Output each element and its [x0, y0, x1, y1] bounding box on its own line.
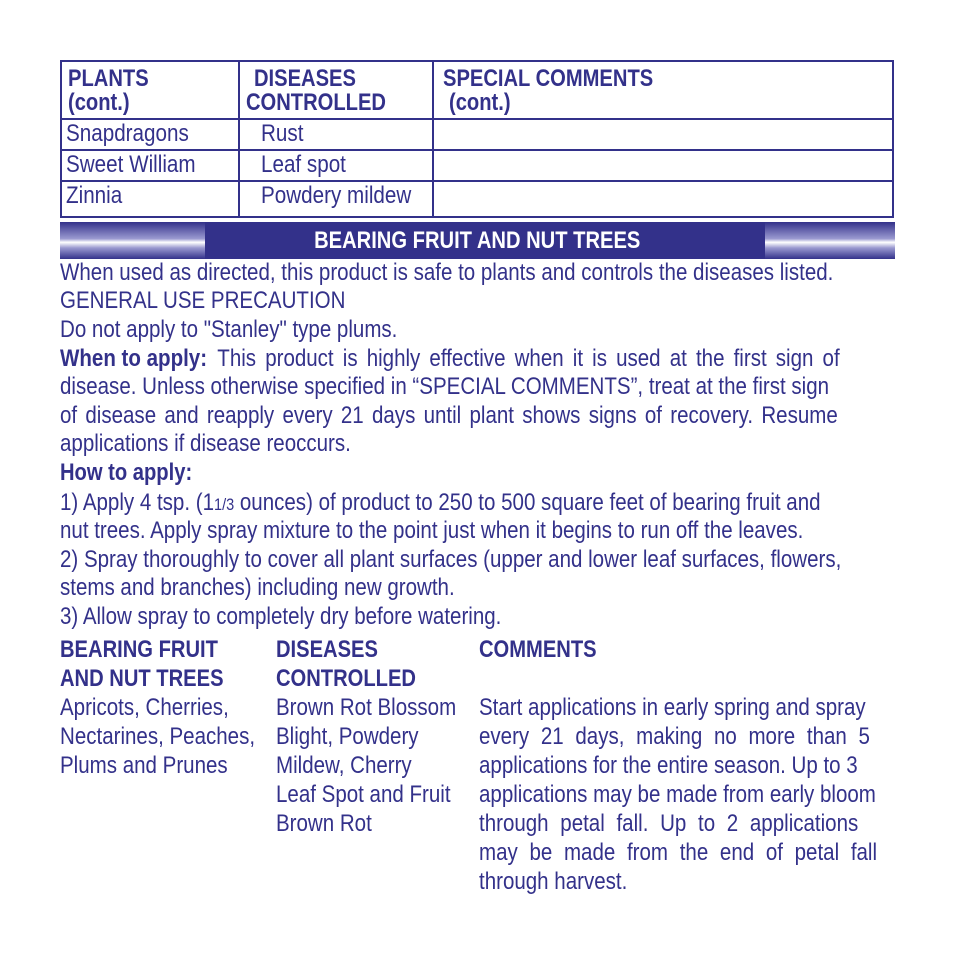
column-header: AND NUT TREES [60, 665, 224, 692]
comment-line: through petal fall. Up to 2 applications [479, 810, 859, 837]
step-1 [60, 489, 950, 519]
plant-name: Sweet William [66, 151, 196, 178]
step-1-line-2 [60, 517, 929, 545]
step-text: ounces) of product to 250 to 500 square feet of bearing fruit and [234, 489, 821, 516]
comment-line: through harvest. [479, 868, 628, 895]
header-line: (cont.) [449, 89, 511, 116]
disease-line: Blight, Powdery [276, 723, 419, 750]
step-text: 3) Allow spray to completely dry before watering. [60, 603, 502, 630]
comment-line: every 21 days, making no more than 5 [479, 723, 870, 750]
precaution-title [60, 287, 394, 315]
section-banner [60, 222, 895, 259]
header-line: (cont.) [68, 89, 130, 116]
when-line-4 [60, 430, 400, 458]
banner-title [60, 228, 895, 254]
column-header: BEARING FRUIT [60, 636, 218, 663]
plant-name: Snapdragons [66, 120, 189, 147]
header-plants [68, 67, 164, 115]
step-2-line-2 [60, 574, 522, 602]
precaution-title-line: GENERAL USE PRECAUTION [60, 287, 346, 314]
precaution-line: Do not apply to "Stanley" type plums. [60, 316, 398, 343]
step-text: 2) Spray thoroughly to cover all plant surfaces (upper and lower leaf surfaces, flowers, [60, 546, 842, 573]
step-text: nut trees. Apply spray mixture to the point just when it begins to run off the leaves. [60, 517, 804, 544]
tree-line: Nectarines, Peaches, [60, 723, 256, 750]
disease-line: Brown Rot [276, 810, 372, 837]
header-line: CONTROLLED [246, 89, 386, 116]
plants-table [60, 60, 894, 218]
disease-name: Powdery mildew [261, 182, 412, 209]
table-divider [238, 62, 240, 216]
table-row [66, 183, 131, 209]
when-to-apply [60, 345, 954, 373]
comments-column [479, 635, 894, 896]
when-text: applications if disease reoccurs. [60, 430, 351, 457]
disease-line: Brown Rot Blossom [276, 694, 457, 721]
plant-name: Zinnia [66, 182, 123, 209]
table-divider [62, 180, 892, 182]
intro-text [60, 259, 954, 287]
tree-line: Plums and Prunes [60, 752, 228, 779]
header-line: DISEASES [254, 65, 356, 92]
comment-line: Start applications in early spring and spray [479, 694, 866, 721]
table-row [261, 152, 360, 178]
table-row [66, 121, 209, 147]
fraction: 1/3 [213, 495, 235, 514]
when-text: disease. Unless otherwise specified in “SPECIAL COMMENTS”, treat at the first sign [60, 373, 830, 400]
column-header: COMMENTS [479, 636, 597, 663]
step-text: 1) Apply 4 tsp. (1 [60, 489, 214, 516]
comment-line: applications may be made from early bloom [479, 781, 876, 808]
when-text: of disease and reapply every 21 days until plant shows signs of recovery. Resume [60, 402, 838, 429]
when-line-2 [60, 373, 954, 401]
step-2 [60, 546, 954, 574]
intro-line: When used as directed, this product is safe to plants and controls the diseases listed. [60, 259, 834, 286]
step-3 [60, 603, 576, 631]
comment-line: applications for the entire season. Up to 3 [479, 752, 858, 779]
tree-line: Apricots, Cherries, [60, 694, 229, 721]
precaution-text [60, 316, 455, 344]
when-label: When to apply: [60, 345, 208, 372]
header-line: PLANTS [68, 65, 149, 92]
banner-title-text: BEARING FRUIT AND NUT TREES [314, 227, 641, 254]
disease-line: Leaf Spot and Fruit [276, 781, 451, 808]
table-row [66, 152, 217, 178]
when-text: This product is highly effective when it is used at the first sign of [217, 345, 840, 372]
trees-column [60, 635, 288, 780]
diseases-column [276, 635, 487, 838]
how-label: How to apply: [60, 459, 193, 486]
when-line-1 [60, 345, 840, 373]
disease-name: Leaf spot [261, 151, 346, 178]
column-header: DISEASES [276, 636, 378, 663]
table-row [261, 183, 436, 209]
header-diseases [246, 67, 413, 115]
how-to-apply-label [60, 459, 217, 487]
table-row [261, 121, 310, 147]
column-header: CONTROLLED [276, 665, 416, 692]
step-text: stems and branches) including new growth. [60, 574, 455, 601]
when-line-3 [60, 402, 954, 430]
header-comments [443, 67, 693, 115]
header-line: SPECIAL COMMENTS [443, 65, 654, 92]
disease-name: Rust [261, 120, 304, 147]
disease-line: Mildew, Cherry [276, 752, 412, 779]
comment-line: may be made from the end of petal fall [479, 839, 878, 866]
